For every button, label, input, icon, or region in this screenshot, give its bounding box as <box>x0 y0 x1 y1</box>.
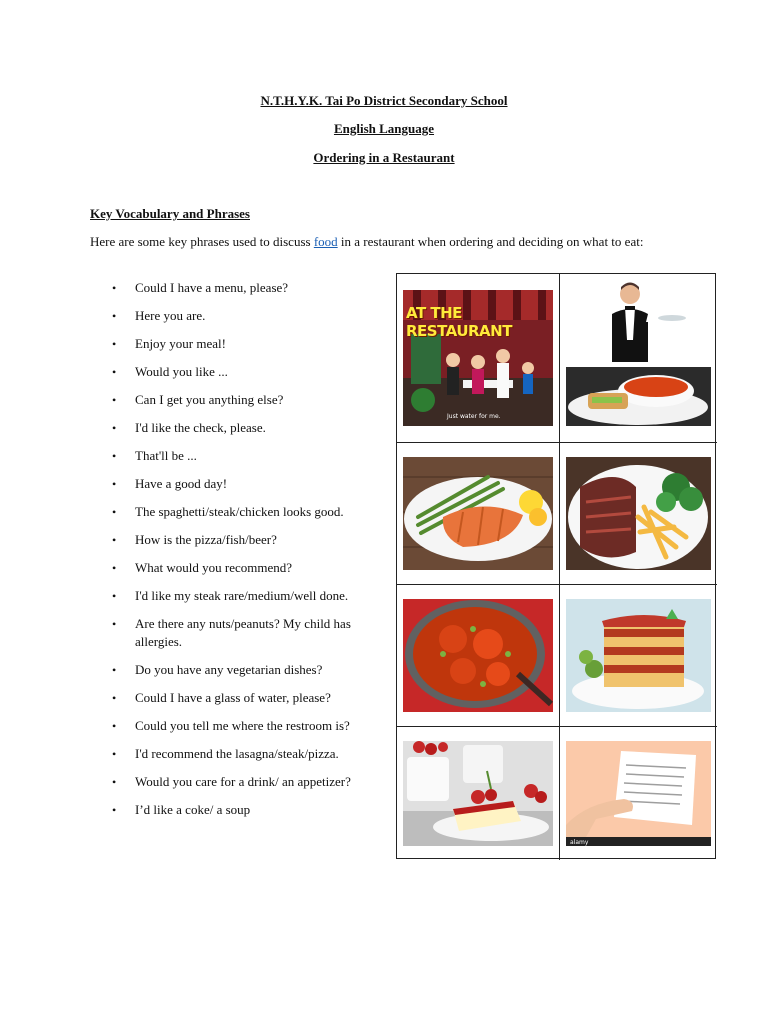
grid-cell <box>560 727 717 860</box>
lasagna-image <box>566 599 711 712</box>
stock-brand-text: alamy <box>570 839 589 846</box>
steak-fries-image <box>566 457 711 570</box>
restaurant-caption: Just water for me. <box>447 413 501 420</box>
list-item: • Enjoy your meal! <box>112 335 377 353</box>
list-item: • Can I get you anything else? <box>112 391 377 409</box>
list-item: • I'd like my steak rare/medium/well done. <box>112 587 377 605</box>
section-heading: Key Vocabulary and Phrases <box>90 206 250 221</box>
list-item: • I’d like a coke/ a soup <box>112 801 377 819</box>
list-item: • Would you like ... <box>112 363 377 381</box>
restaurant-sign-text: AT THE RESTAURANT <box>406 304 512 340</box>
list-item: • Do you have any vegetarian dishes? <box>112 661 377 679</box>
list-item: • Would you care for a drink/ an appetizer? <box>112 773 377 791</box>
grid-cell <box>397 443 560 585</box>
phrase-list <box>112 279 377 829</box>
curry-image <box>403 599 553 712</box>
subject-title: English Language <box>333 121 435 136</box>
list-item: • How is the pizza/fish/beer? <box>112 531 377 549</box>
intro-paragraph <box>90 233 670 251</box>
image-grid <box>396 273 716 859</box>
waiter-image <box>590 280 687 362</box>
list-item: • What would you recommend? <box>112 559 377 577</box>
intro-text-start: Here are some key phrases used to discuss <box>90 234 314 249</box>
list-item: • The spaghetti/steak/chicken looks good. <box>112 503 377 521</box>
list-item: • Have a good day! <box>112 475 377 493</box>
restaurant-bill-image <box>566 741 711 846</box>
list-item: • Here you are. <box>112 307 377 325</box>
cheesecake-image <box>403 741 553 846</box>
school-name: N.T.H.Y.K. Tai Po District Secondary School <box>260 93 508 108</box>
grid-cell <box>560 585 717 727</box>
list-item: • Are there any nuts/peanuts? My child has allergies. <box>112 615 377 651</box>
grid-cell <box>397 585 560 727</box>
topic-title: Ordering in a Restaurant <box>313 150 455 165</box>
grid-cell <box>397 727 560 860</box>
list-item: • Could you tell me where the restroom is? <box>112 717 377 735</box>
food-link[interactable]: food <box>313 234 338 249</box>
grid-cell <box>560 443 717 585</box>
list-item: • I'd like the check, please. <box>112 419 377 437</box>
intro-text-end: in a restaurant when ordering and deciding on what to eat: <box>337 234 644 249</box>
soup-image <box>566 367 711 426</box>
list-item: • I'd recommend the lasagna/steak/pizza. <box>112 745 377 763</box>
grid-cell <box>397 274 560 443</box>
salmon-dish-image <box>403 457 553 570</box>
list-item: • Could I have a menu, please? <box>112 279 377 297</box>
list-item: • That'll be ... <box>112 447 377 465</box>
grid-cell <box>560 274 717 443</box>
list-item: • Could I have a glass of water, please? <box>112 689 377 707</box>
restaurant-cartoon-image <box>403 290 553 426</box>
